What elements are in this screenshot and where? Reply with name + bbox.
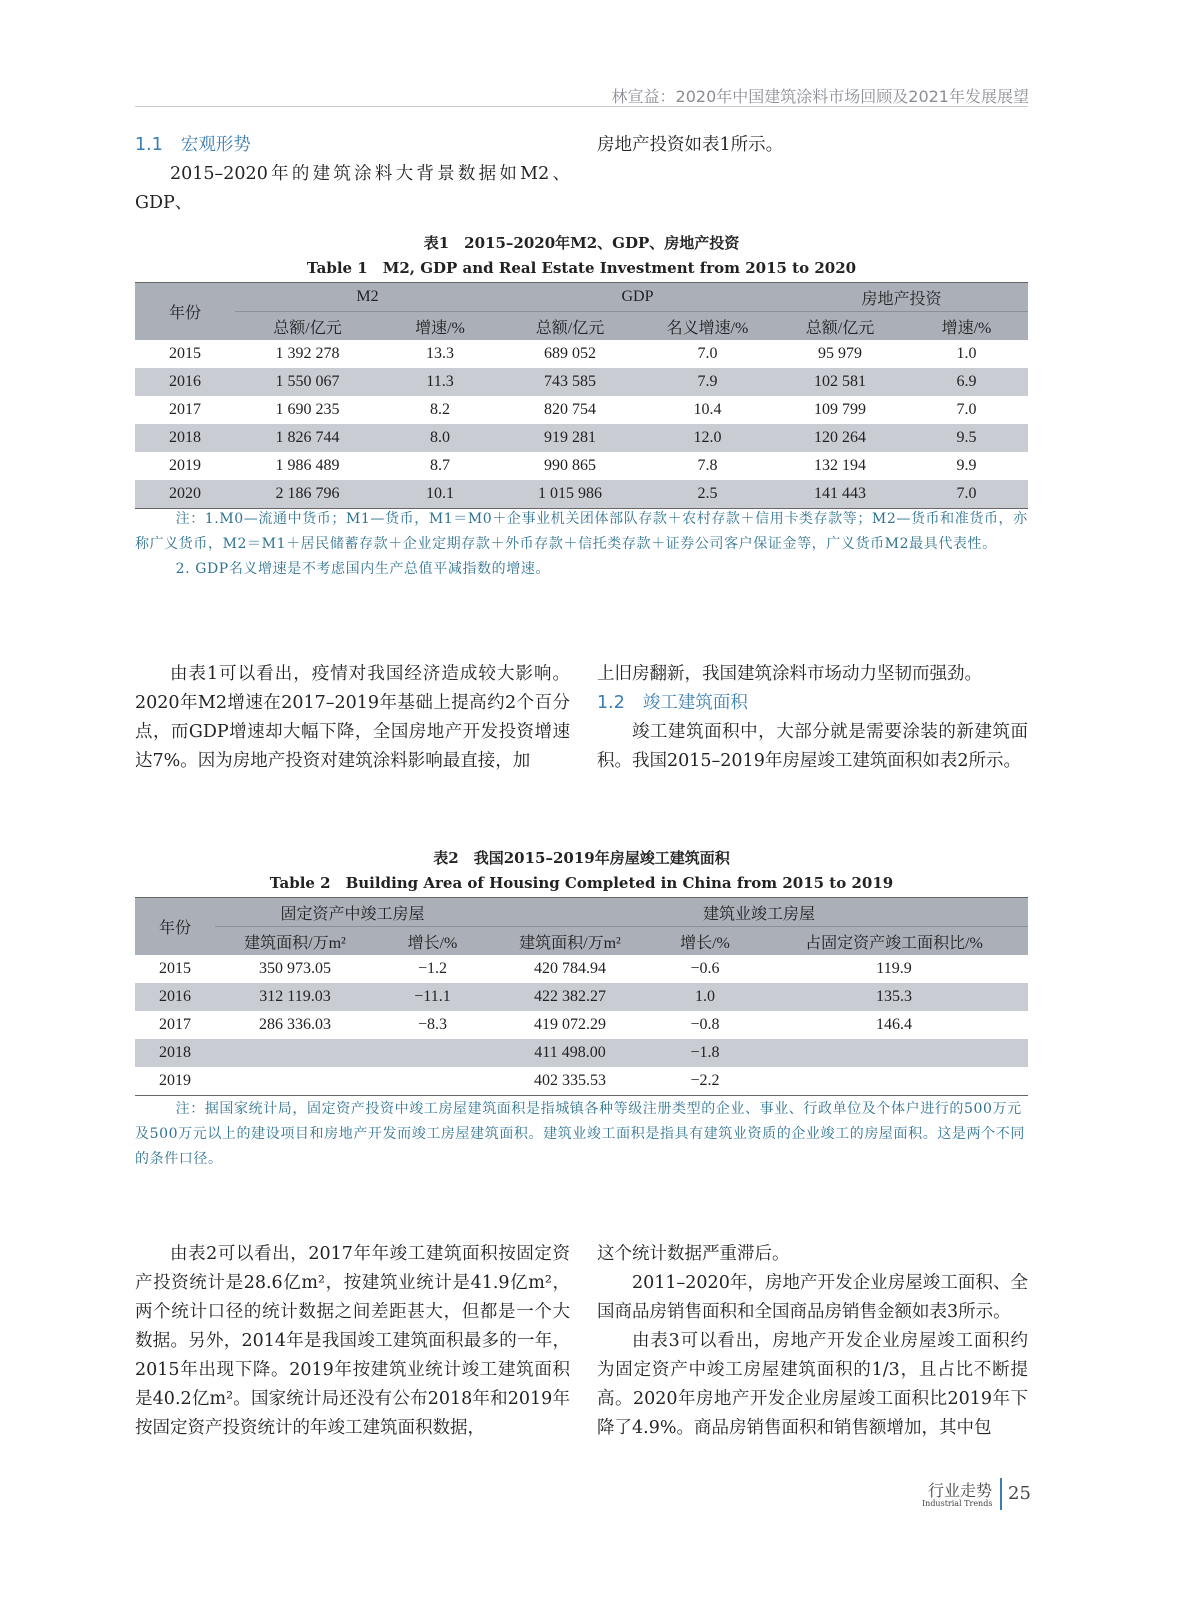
table-cell: −1.8 xyxy=(690,1044,720,1061)
header-fixed-assets: 固定资产中竣工房屋 xyxy=(215,898,490,927)
table-cell: 2016 xyxy=(169,373,201,390)
subheader: 名义增速/% xyxy=(666,319,749,337)
table-cell: 1 392 278 xyxy=(275,345,340,362)
table-row xyxy=(135,955,1028,983)
table-cell: 689 052 xyxy=(544,345,596,362)
subheader: 建筑面积/万m² xyxy=(519,934,621,952)
subheader: 总额/亿元 xyxy=(535,319,605,337)
subheader: 增速/% xyxy=(941,319,992,337)
table-cell: 8.2 xyxy=(430,401,450,418)
table-cell: 1 986 489 xyxy=(275,457,340,474)
table2 xyxy=(135,897,1028,1096)
table-cell: 350 973.05 xyxy=(259,960,331,977)
header-year: 年份 xyxy=(168,305,201,322)
table-cell: 2015 xyxy=(159,960,191,977)
table-cell: 743 585 xyxy=(544,373,596,390)
table-cell: 2019 xyxy=(159,1072,191,1089)
paragraph: 由表3可以看出，房地产开发企业房屋竣工面积约为固定资产中竣工房屋建筑面积的1/3，且占比不断提高。2020年房地产开发企业房屋竣工面积比2019年下降了4.9%。商品房销售面积和销售额增加，其中包 xyxy=(597,1331,1028,1438)
header-construction: 建筑业竣工房屋 xyxy=(490,898,1028,927)
table-cell: 1.0 xyxy=(956,345,977,362)
table-cell: 119.9 xyxy=(876,960,912,977)
subheader: 增长/% xyxy=(680,934,730,952)
table2-title-cn: 表2 我国2015–2019年房屋竣工建筑面积 xyxy=(433,849,730,867)
header-real-estate: 房地产投资 xyxy=(775,283,1028,312)
table-cell: 141 443 xyxy=(814,485,866,502)
table-cell: 13.3 xyxy=(426,345,454,362)
table-cell: 419 072.29 xyxy=(534,1016,606,1033)
paragraph-cont xyxy=(597,131,1028,160)
table-cell: 1.0 xyxy=(695,988,715,1005)
table-cell: −0.6 xyxy=(690,960,720,977)
table-row xyxy=(135,396,1028,424)
paragraph-text: 由表2可以看出，2017年年竣工建筑面积按固定资产投资统计是28.6亿m²，按建筑业统计是41.9亿m²，两个统计口径的统计数据之间差距甚大，但都是一个大数据。另外，2014年是我国竣工建筑面积最多的一年，2015年出现下降。2019年按建筑业统计竣工建筑面积是40.2亿m²。国家统计局还没有公布2018年和2019年按固定资产投资统计的年竣工建筑面积数据， xyxy=(135,1244,570,1438)
table-cell: −8.3 xyxy=(417,1016,448,1033)
subheader: 占固定资产竣工面积比/% xyxy=(805,934,983,952)
table-cell: 411 498.00 xyxy=(534,1044,606,1061)
table-cell: 2018 xyxy=(169,429,201,446)
section-heading xyxy=(135,131,570,160)
subheader: 总额/亿元 xyxy=(273,319,342,337)
table-cell: 146.4 xyxy=(876,1016,912,1033)
table-cell: 2019 xyxy=(169,457,201,474)
table-cell: 8.0 xyxy=(430,429,450,446)
table-cell: 820 754 xyxy=(544,401,596,418)
paragraph-text: 房地产投资如表1所示。 xyxy=(597,135,784,155)
paragraph: 2011–2020年，房地产开发企业房屋竣工面积、全国商品房销售面积和全国商品房销售金额如表3所示。 xyxy=(597,1273,1028,1322)
table-cell: −2.2 xyxy=(690,1072,720,1089)
footer-section-en: Industrial Trends xyxy=(922,1499,993,1508)
paragraph xyxy=(135,660,570,776)
table1 xyxy=(135,282,1028,509)
table1-note xyxy=(135,507,1028,582)
table-cell xyxy=(375,1039,490,1067)
table-cell: 1 826 744 xyxy=(275,429,340,446)
table-cell: 2017 xyxy=(159,1016,191,1033)
table-cell: 420 784.94 xyxy=(534,960,606,977)
table-cell: 2018 xyxy=(159,1044,191,1061)
table-cell: 2.5 xyxy=(697,485,718,502)
table-cell: 1 550 067 xyxy=(275,373,340,390)
table-cell: −1.2 xyxy=(417,960,448,977)
section-heading xyxy=(597,689,1028,718)
table-cell: 1 015 986 xyxy=(538,485,602,502)
table-cell: 11.3 xyxy=(426,373,454,390)
table-cell xyxy=(760,1039,1028,1067)
header-m2: M2 xyxy=(235,283,500,312)
table-cell: 2 186 796 xyxy=(275,485,340,502)
table-cell: 2015 xyxy=(169,345,201,362)
note-2: 2. GDP名义增速是不考虑国内生产总值平减指数的增速。 xyxy=(175,561,551,577)
header-year: 年份 xyxy=(158,920,191,937)
paragraph-text: 由表1可以看出，疫情对我国经济造成较大影响。2020年M2增速在2017–2019年基础上提高约2个百分点，而GDP增速却大幅下降，全国房地产开发投资增速达7%。因为房地产投资对建筑涂料影响最直接，加 xyxy=(135,664,570,771)
table-cell: 286 336.03 xyxy=(259,1016,331,1033)
paragraph: 竣工建筑面积中，大部分就是需要涂装的新建筑面积。我国2015–2019年房屋竣工建筑面积如表2所示。 xyxy=(597,722,1028,771)
table-cell: 1 690 235 xyxy=(275,401,340,418)
table-cell xyxy=(760,1067,1028,1096)
subheader: 总额/亿元 xyxy=(805,319,875,337)
table-cell: 10.4 xyxy=(693,401,722,418)
paragraph xyxy=(135,1240,570,1443)
table-row xyxy=(135,1039,1028,1067)
page-number: 25 xyxy=(1008,1483,1031,1504)
table-cell: −11.1 xyxy=(414,988,451,1005)
table-cell: 7.9 xyxy=(697,373,718,390)
table-cell: −0.8 xyxy=(690,1016,720,1033)
table-cell: 9.9 xyxy=(956,457,977,474)
header-divider xyxy=(135,106,1028,107)
header-gdp: GDP xyxy=(500,283,775,312)
subheader: 建筑面积/万m² xyxy=(244,934,346,952)
table-cell: 10.1 xyxy=(426,485,454,502)
table-cell: 7.0 xyxy=(956,485,977,502)
table-cell: 990 865 xyxy=(544,457,596,474)
section-number: 1.2 xyxy=(597,693,625,713)
table-cell: 120 264 xyxy=(814,429,866,446)
table-cell xyxy=(375,1067,490,1096)
table-cell: 402 335.53 xyxy=(534,1072,606,1089)
table-row xyxy=(135,368,1028,396)
table-row xyxy=(135,452,1028,480)
running-header: 林宣益：2020年中国建筑涂料市场回顾及2021年发展展望 xyxy=(611,87,1029,106)
section-1-1 xyxy=(135,131,570,218)
paragraph-cont: 这个统计数据严重滞后。 xyxy=(597,1244,790,1264)
section-title: 竣工建筑面积 xyxy=(642,693,748,713)
table1-title-en: Table 1 M2, GDP and Real Estate Investment from 2015 to 2020 xyxy=(306,259,857,277)
table-row xyxy=(135,340,1028,368)
table-cell: 6.9 xyxy=(956,373,977,390)
table-cell: 95 979 xyxy=(818,345,862,362)
paragraph-cont: 上旧房翻新，我国建筑涂料市场动力坚韧而强劲。 xyxy=(597,664,982,684)
table-row xyxy=(135,424,1028,452)
paragraph-right xyxy=(597,1240,1028,1443)
footer-section: 行业走势 xyxy=(928,1481,993,1500)
subheader: 增速/% xyxy=(415,319,465,337)
table-cell: 422 382.27 xyxy=(534,988,606,1005)
table-cell: 7.8 xyxy=(697,457,718,474)
table-cell: 919 281 xyxy=(544,429,596,446)
table2-title-en: Table 2 Building Area of Housing Completed in China from 2015 to 2019 xyxy=(269,874,894,892)
note-text: 注：据国家统计局，固定资产投资中竣工房屋建筑面积是指城镇各种等级注册类型的企业、事业、行政单位及个体户进行的500万元及500万元以上的建设项目和房地产开发而竣工房屋建筑面积。建筑业竣工面积是指具有建筑业资质的企业竣工的房屋面积。这是两个不同的条件口径。 xyxy=(135,1101,1025,1167)
table-cell: 312 119.03 xyxy=(259,988,331,1005)
table-cell: 8.7 xyxy=(430,457,450,474)
table-row xyxy=(135,983,1028,1011)
table-cell: 7.0 xyxy=(956,401,977,418)
table-cell: 2020 xyxy=(169,485,201,502)
table-cell: 2016 xyxy=(159,988,191,1005)
table2-note xyxy=(135,1097,1028,1172)
table-cell: 12.0 xyxy=(693,429,722,446)
table-cell: 2017 xyxy=(169,401,201,418)
table1-title-cn: 表1 2015–2020年M2、GDP、房地产投资 xyxy=(423,234,740,252)
table-cell: 109 799 xyxy=(814,401,866,418)
footer-divider xyxy=(1000,1478,1002,1510)
section-number: 1.1 xyxy=(135,135,163,155)
table-cell: 135.3 xyxy=(876,988,912,1005)
table-row xyxy=(135,1067,1028,1096)
section-1-2 xyxy=(597,660,1028,776)
paragraph: 2015–2020年的建筑涂料大背景数据如M2、GDP、 xyxy=(135,164,570,213)
table-row xyxy=(135,1011,1028,1039)
table-cell: 132 194 xyxy=(814,457,866,474)
subheader: 增长/% xyxy=(407,934,458,952)
section-title: 宏观形势 xyxy=(180,135,251,155)
note-1: 注：1.M0—流通中货币；M1—货币，M1＝M0＋企事业机关团体部队存款＋农村存款＋信用卡类存款等；M2—货币和准货币，亦称广义货币，M2＝M1＋居民储蓄存款＋企业定期存款＋外币存款＋信托类存款＋证券公司客户保证金等，广义货币M2最具代表性。 xyxy=(135,511,1028,552)
table-row xyxy=(135,480,1028,509)
table-cell xyxy=(215,1067,375,1096)
table-cell: 7.0 xyxy=(697,345,718,362)
table-cell: 9.5 xyxy=(956,429,977,446)
table-cell xyxy=(215,1039,375,1067)
table-cell: 102 581 xyxy=(814,373,866,390)
